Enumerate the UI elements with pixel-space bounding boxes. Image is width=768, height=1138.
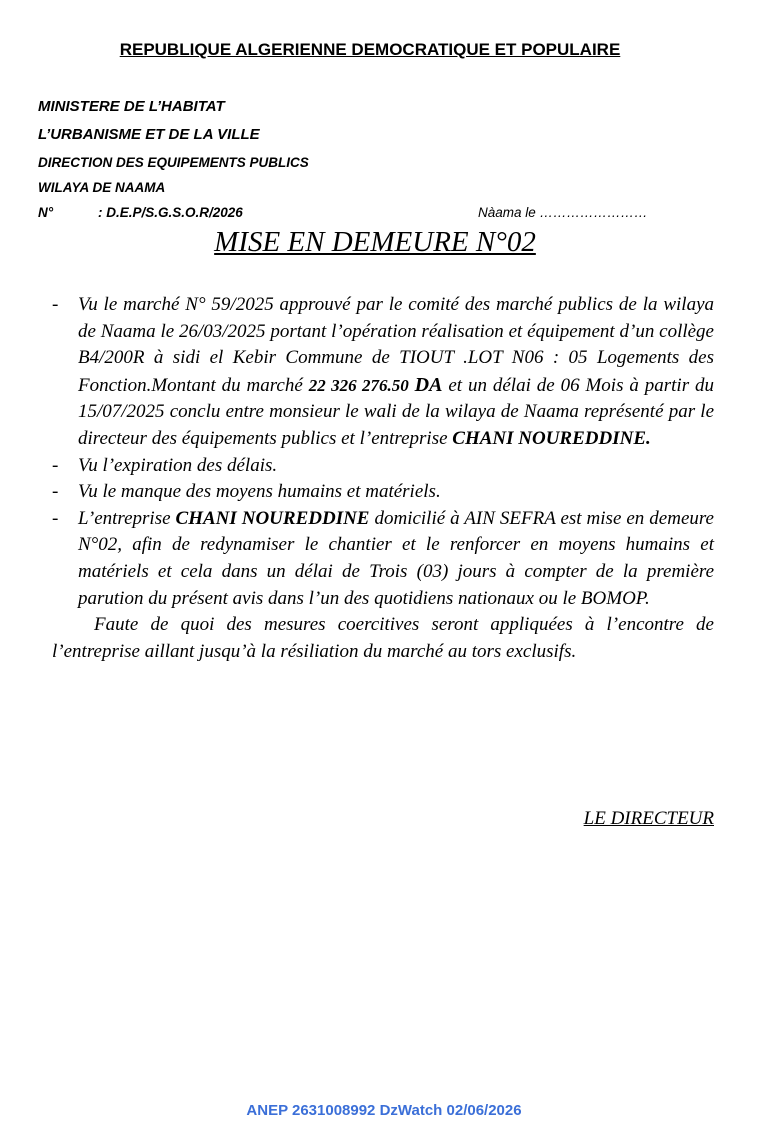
contract-amount: 22 326 276.50 bbox=[308, 375, 409, 395]
bullet-dash: - bbox=[52, 454, 59, 476]
direction-line: DIRECTION DES EQUIPEMENTS PUBLICS bbox=[38, 155, 309, 170]
notice-text-2: domicilié à AIN SEFRA est mise en demeure N°02, afin de redynamiser le chantier et le renforcer en moyens humains et matériels et cela dans un délai de Trois (03) jours à compter de la première parution du présent avis dans l’un des quotidiens nationaux ou le BOMOP. bbox=[78, 507, 714, 609]
bullet-lack-of-means bbox=[52, 479, 714, 506]
reference-number: : D.E.P/S.G.S.O.R/2026 bbox=[98, 205, 243, 220]
bullet-dash: - bbox=[52, 481, 59, 503]
bullet-expiration bbox=[52, 453, 714, 480]
reference-row bbox=[38, 205, 678, 220]
bullet-dash: - bbox=[52, 507, 59, 529]
document-title: MISE EN DEMEURE N°02 bbox=[214, 226, 536, 258]
footer-reference: ANEP 2631008992 DzWatch 02/06/2026 bbox=[246, 1102, 522, 1119]
republic-heading: REPUBLIQUE ALGERIENNE DEMOCRATIQUE ET POPULAIRE bbox=[119, 40, 621, 59]
reference-label: N° bbox=[38, 205, 54, 220]
contract-currency: DA bbox=[414, 373, 443, 396]
bullet-contract bbox=[52, 292, 714, 453]
place-date: Nàama le …………………… bbox=[478, 205, 648, 220]
signature: LE DIRECTEUR bbox=[583, 808, 714, 829]
contract-text-1: Vu le marché N° 59/2025 approuvé par le comité des marché publics de la wilaya de Naama le 26/03/2025 portant l’opération réalisation et équipement d’un collège B4/200R à sidi el Kebir Commune de TIOUT .LOT N06 : 05 Logements des Fonction.Montant du marché bbox=[78, 294, 714, 396]
wilaya-line: WILAYA DE NAAMA bbox=[38, 180, 166, 195]
contract-company: CHANI NOUREDDINE. bbox=[452, 427, 651, 449]
lack-of-means-text: Vu le manque des moyens humains et matériels. bbox=[78, 481, 441, 503]
closing-paragraph: Faute de quoi des mesures coercitives seront appliquées à l’encontre de l’entreprise aillant jusqu’à la résiliation du marché au tors exclusifs. bbox=[52, 614, 714, 662]
bullet-dash: - bbox=[52, 294, 59, 315]
notice-text-1: L’entreprise bbox=[78, 507, 176, 529]
ministry-line-1: MINISTERE DE L’HABITAT bbox=[38, 98, 225, 115]
contract-text-2: et un délai de 06 Mois à partir du 15/07/2025 conclu entre monsieur le wali de la wilaya de Naama représenté par le directeur des équipements publics et l’entreprise bbox=[78, 374, 715, 449]
notice-company: CHANI NOUREDDINE bbox=[175, 507, 370, 529]
bullet-formal-notice bbox=[52, 506, 714, 612]
ministry-line-2: L’URBANISME ET DE LA VILLE bbox=[38, 126, 260, 143]
document-body bbox=[52, 292, 714, 665]
expiration-text: Vu l’expiration des délais. bbox=[78, 454, 278, 476]
